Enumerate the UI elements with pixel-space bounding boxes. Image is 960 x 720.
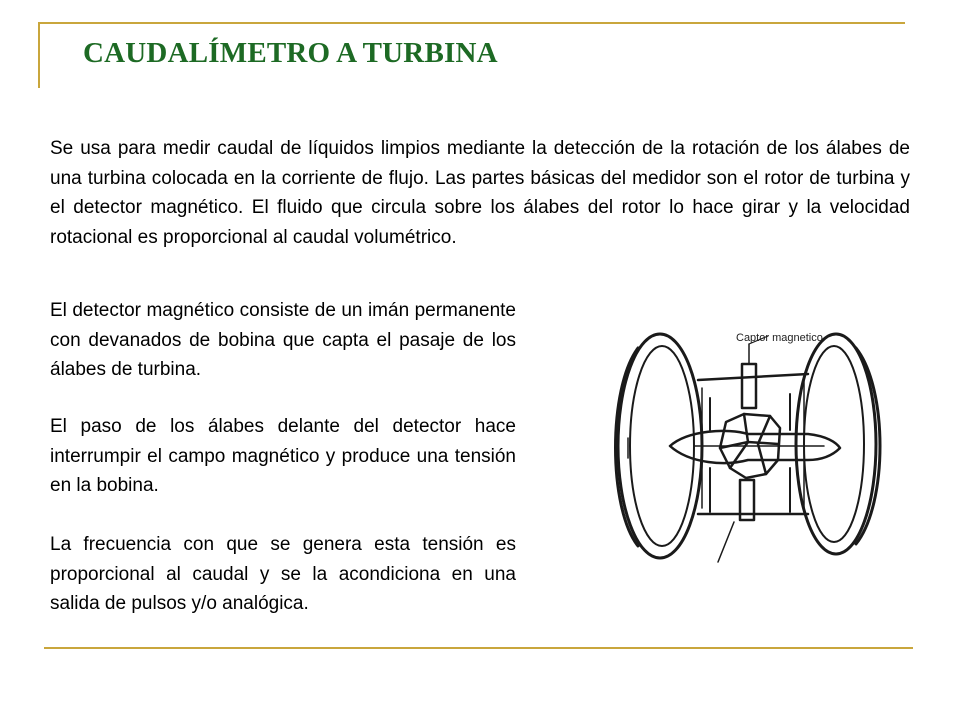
- intro-paragraph: Se usa para medir caudal de líquidos limpios mediante la detección de la rotación de los álabes de una turbina colocada en la corriente de flujo. Las partes básicas del medidor son el rotor de turbina y el detector magnético. El fluido que circula sobre los álabes del rotor lo hace girar y la velocidad rotacional es proporcional al caudal volumétrico.: [50, 138, 910, 248]
- magnetic-pickup: [742, 336, 768, 408]
- turbine-blades: [718, 414, 780, 562]
- bottom-rule: [44, 647, 913, 649]
- paragraph-detector: El detector magnético consiste de un imán permanente con devanados de bobina que capta el pasaje de los álabes de turbina.: [50, 300, 516, 380]
- left-flange: [616, 334, 703, 558]
- paragraph-frequency: La frecuencia con que se genera esta tensión es proporcional al caudal y se la acondiciona en una salida de pulsos y/o analógica.: [50, 534, 516, 614]
- slide-title: CAUDALÍMETRO A TURBINA: [83, 37, 498, 69]
- turbine-flowmeter-diagram: [598, 318, 888, 574]
- left-rule: [38, 22, 40, 88]
- figure-caption: Captor magnetico: [736, 332, 823, 344]
- rotor-shaft: [670, 431, 840, 463]
- paragraph-blades: El paso de los álabes delante del detector hace interrumpir el campo magnético y produce una tensión en la bobina.: [50, 416, 516, 496]
- top-rule: [40, 22, 905, 24]
